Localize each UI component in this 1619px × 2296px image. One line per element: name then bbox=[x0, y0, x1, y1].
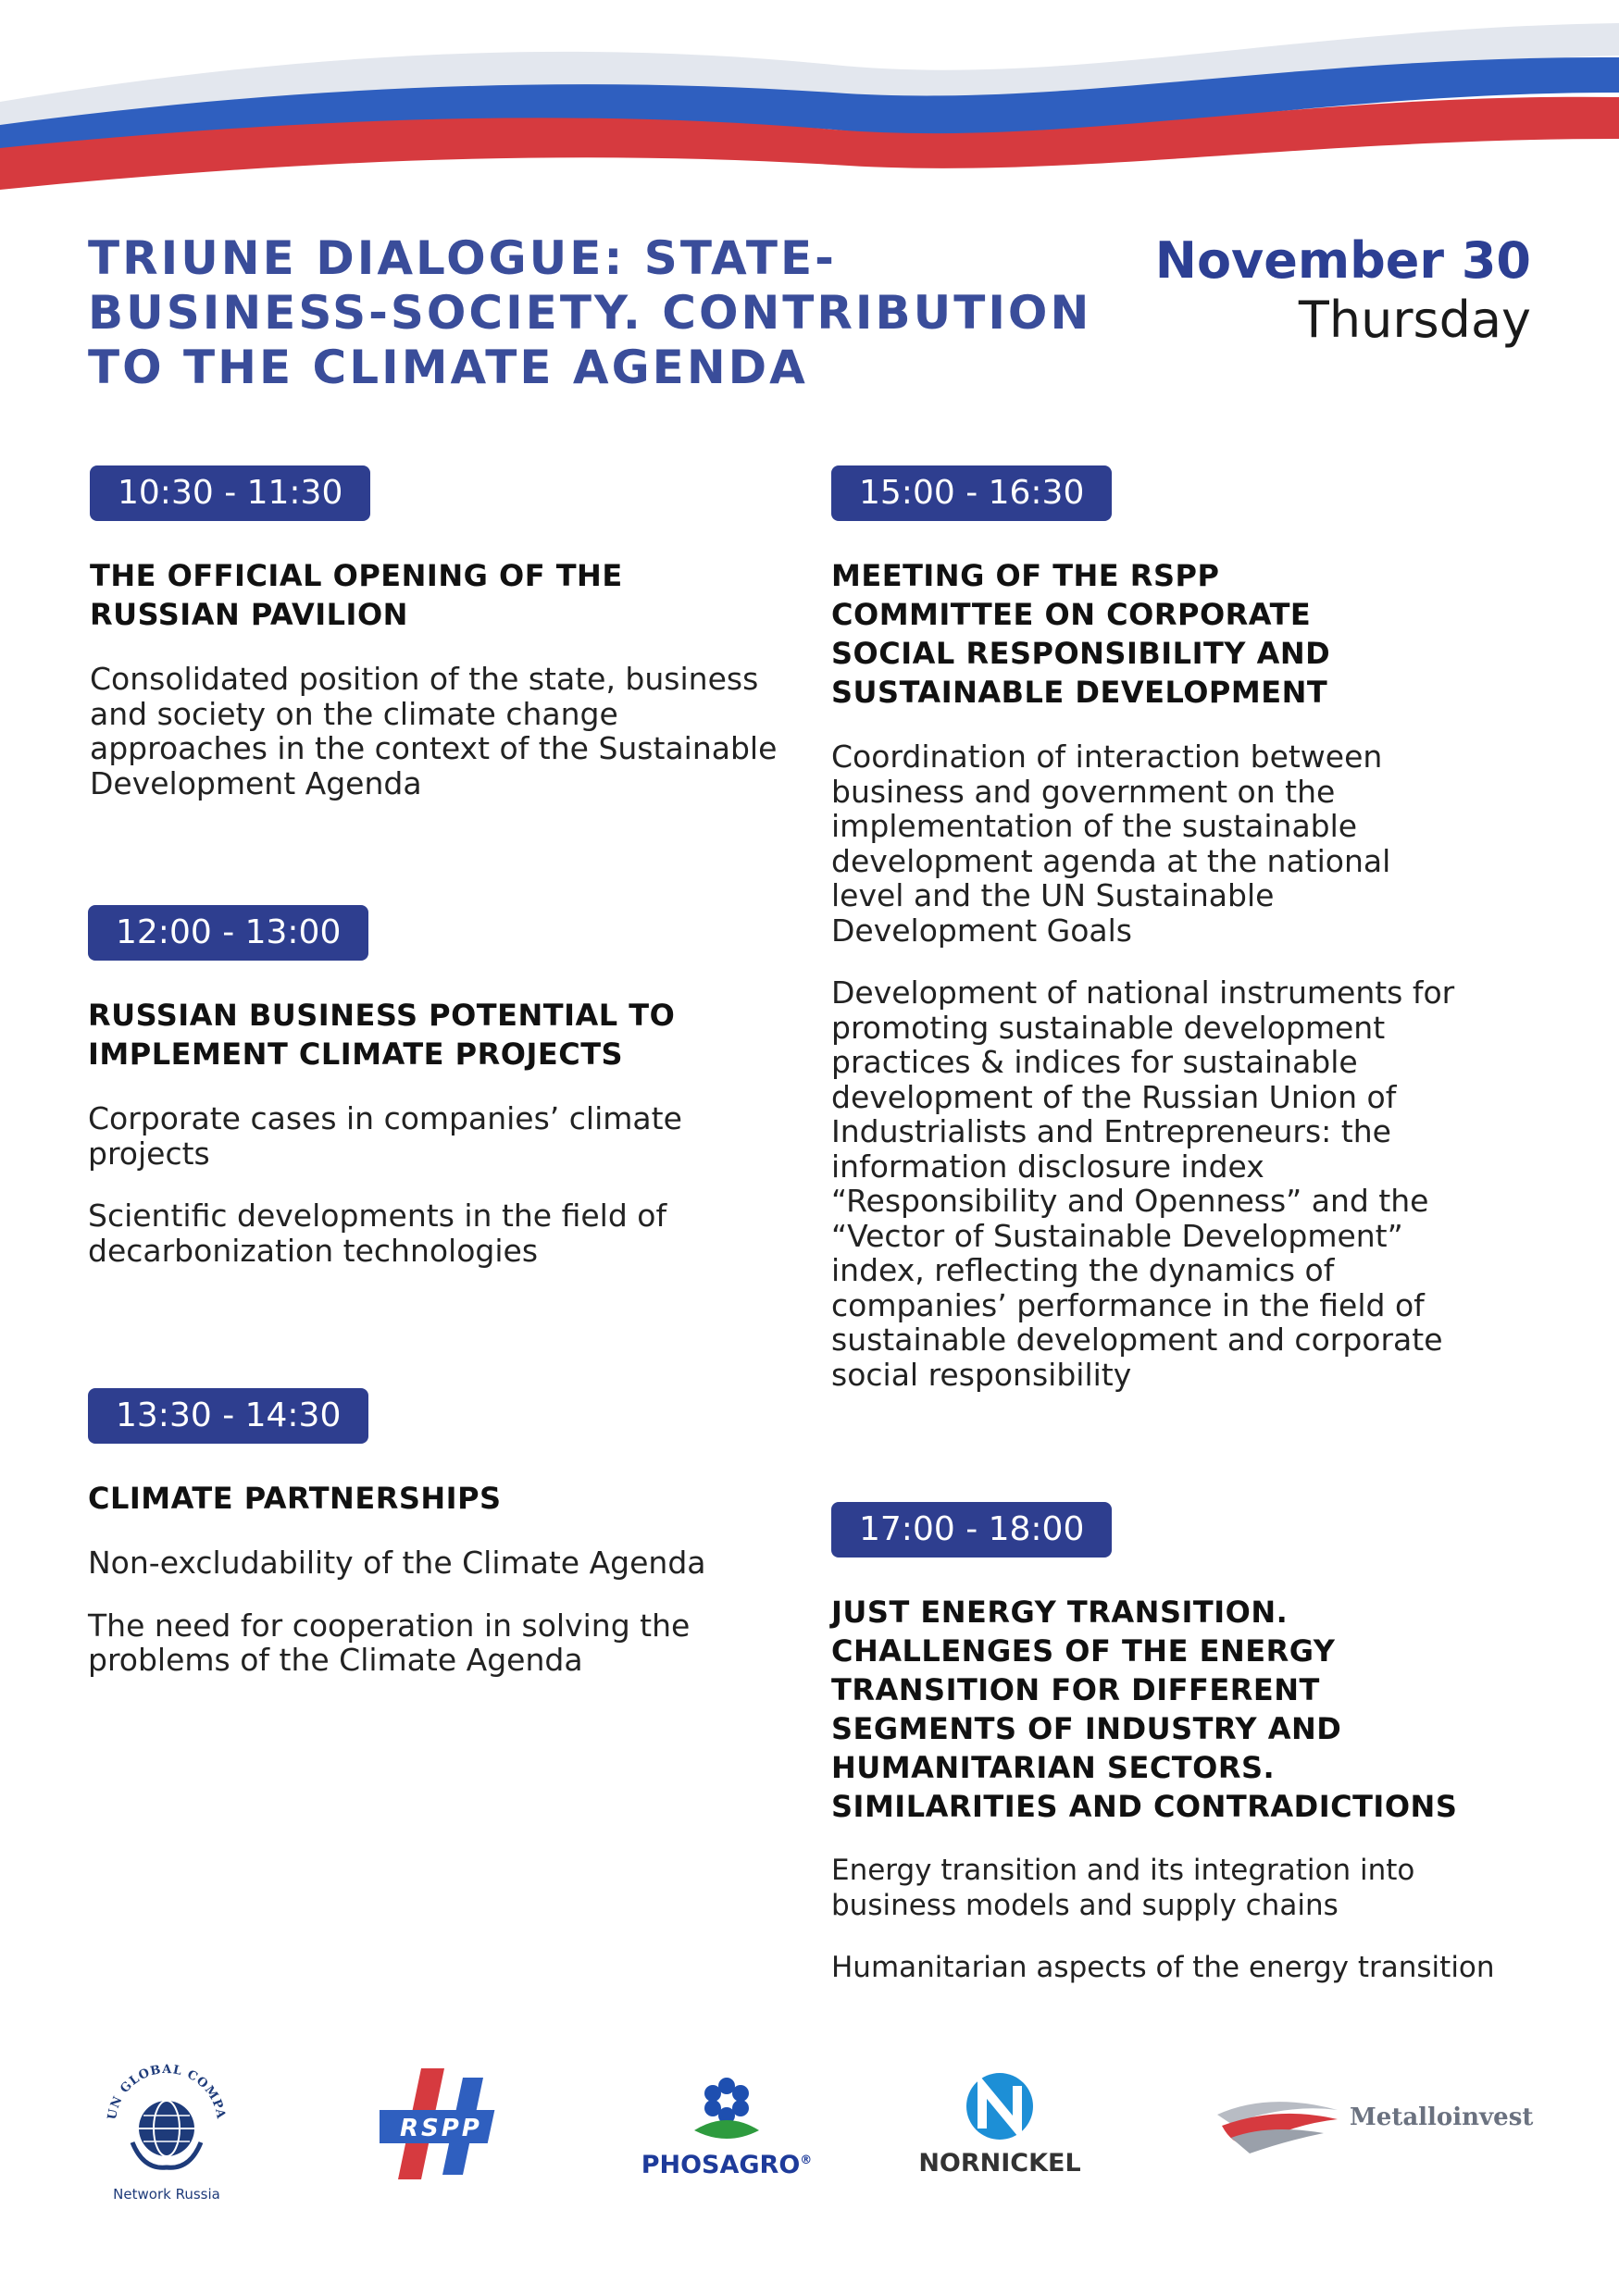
svg-text:UN GLOBAL COMPACT: UN GLOBAL COMPA bbox=[105, 2062, 228, 2121]
nornickel-wordmark: NORNICKEL bbox=[918, 2149, 1081, 2178]
session-title: MEETING OF THE RSPP COMMITTEE ON CORPORATE SOCIAL RESPONSIBILITY AND SUSTAINABLE DEVELOPMENT bbox=[831, 558, 1331, 710]
session-description: Non-excludability of the Climate Agenda bbox=[88, 1545, 706, 1581]
date-weekday: Thursday bbox=[1298, 291, 1531, 349]
session-description: The need for cooperation in solving the problems of the Climate Agenda bbox=[88, 1607, 691, 1678]
phosagro-logo bbox=[639, 2073, 815, 2203]
phosagro-wordmark: PHOSAGRO® bbox=[641, 2151, 813, 2179]
session-title: CLIMATE PARTNERSHIPS bbox=[88, 1481, 502, 1516]
session-description: Energy transition and its integration into business models and supply chains bbox=[831, 1854, 1415, 1922]
session-title: RUSSIAN BUSINESS POTENTIAL TO IMPLEMENT CLIMATE PROJECTS bbox=[88, 998, 676, 1072]
session-description: Humanitarian aspects of the energy transition bbox=[831, 1951, 1495, 1984]
session-description: Consolidated position of the state, business and society on the climate change approaches in the context of the Sustainable Development Agenda bbox=[90, 661, 778, 801]
flag-ribbon-banner bbox=[0, 0, 1619, 199]
session-climate-partnerships bbox=[88, 1388, 773, 1678]
event-date bbox=[1155, 231, 1531, 350]
time-badge: 15:00 - 16:30 bbox=[831, 465, 1112, 521]
phosagro-flower-icon bbox=[639, 2073, 815, 2147]
rspp-logo bbox=[380, 2064, 504, 2184]
session-energy-transition bbox=[831, 1502, 1535, 1986]
un-global-compact-logo bbox=[97, 2054, 236, 2212]
session-description: Corporate cases in companies’ climate projects bbox=[88, 1100, 682, 1172]
time-badge: 10:30 - 11:30 bbox=[90, 465, 370, 521]
time-badge: 13:30 - 14:30 bbox=[88, 1388, 368, 1444]
session-title: THE OFFICIAL OPENING OF THE RUSSIAN PAVILION bbox=[90, 558, 623, 632]
time-badge: 17:00 - 18:00 bbox=[831, 1502, 1112, 1558]
nornickel-mark-icon bbox=[912, 2071, 1088, 2145]
svg-text:RSPP: RSPP bbox=[400, 2115, 482, 2142]
rspp-mark-icon bbox=[380, 2064, 504, 2184]
session-description: Scientific developments in the field of decarbonization technologies bbox=[88, 1198, 667, 1269]
ungc-caption: Network Russia bbox=[113, 2186, 220, 2203]
nornickel-logo bbox=[912, 2071, 1088, 2201]
metalloinvest-logo bbox=[1213, 2087, 1534, 2170]
session-opening bbox=[90, 465, 793, 800]
date-day: November 30 bbox=[1154, 231, 1531, 290]
partner-logos bbox=[0, 2036, 1619, 2249]
time-badge: 12:00 - 13:00 bbox=[88, 905, 368, 961]
metalloinvest-swoosh-icon bbox=[1213, 2087, 1342, 2161]
session-rspp-committee bbox=[831, 465, 1498, 1392]
session-description: Coordination of interaction between business and government on the implementation of the sustainable development agenda at the national level and the UN Sustainable Development Goals bbox=[831, 738, 1391, 949]
session-business-potential bbox=[88, 905, 773, 1268]
un-globe-icon bbox=[97, 2054, 236, 2175]
session-description: Development of national instruments for promoting sustainable development practices & indices for sustainable development of the Russian Union of Industrialists and Entrepreneurs: the information disclosure index “Responsibility and Openness” and the “Vector of Sustainable Development” index, reflecting the dynamics of companies’ performance in the field of sustainable development and corporate social responsibility bbox=[831, 974, 1455, 1393]
session-title: JUST ENERGY TRANSITION. CHALLENGES OF THE ENERGY TRANSITION FOR DIFFERENT SEGMENTS OF INDUSTRY AND HUMANITARIAN SECTORS. SIMILARITIES AND CONTRADICTIONS bbox=[831, 1595, 1458, 1824]
page-title: TRIUNE DIALOGUE: STATE-BUSINESS-SOCIETY. CONTRIBUTION TO THE CLIMATE AGENDA bbox=[88, 231, 1092, 394]
metalloinvest-wordmark: Metalloinvest bbox=[1350, 2104, 1534, 2131]
